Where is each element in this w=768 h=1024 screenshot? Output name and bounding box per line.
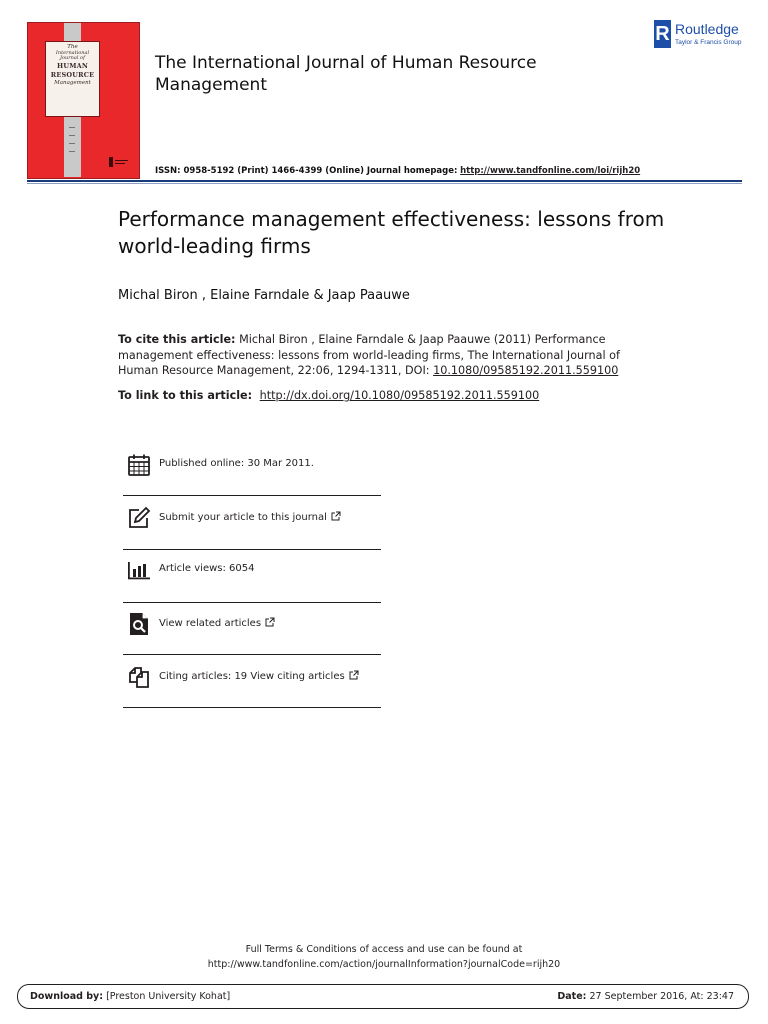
cite-doi-link[interactable]: 10.1080/09585192.2011.559100 — [433, 364, 619, 377]
submit-article-label: Submit your article to this journal — [159, 512, 327, 523]
calendar-icon — [127, 453, 151, 477]
related-articles-label: View related articles — [159, 618, 262, 629]
related-articles-link[interactable] — [123, 604, 381, 644]
info-divider — [123, 495, 381, 496]
publisher-name: Routledge — [675, 21, 739, 37]
routledge-r-icon: R — [654, 20, 671, 48]
issn-label: ISSN: 0958-5192 (Print) 1466-4399 (Online) Journal homepage: — [155, 166, 458, 176]
cover-title-line: The — [67, 44, 78, 50]
download-date — [557, 991, 734, 1002]
external-link-icon — [265, 617, 275, 630]
cover-mark — [69, 143, 75, 144]
external-link-icon — [331, 511, 341, 524]
info-divider — [123, 654, 381, 655]
cover-title-line: RESOURCE — [50, 71, 95, 80]
terms-notice — [0, 942, 768, 972]
cover-mark — [69, 127, 75, 128]
cover-title-line: Management — [54, 79, 91, 86]
cover-publisher-logo — [109, 157, 129, 167]
external-link-icon — [349, 670, 359, 683]
journal-cover-image — [27, 22, 140, 179]
article-link-row — [118, 389, 539, 402]
published-date: Published online: 30 Mar 2011. — [159, 458, 314, 469]
search-document-icon — [127, 612, 151, 636]
citing-articles-label: Citing articles: 19 View citing articles — [159, 671, 345, 682]
terms-line: Full Terms & Conditions of access and use can be found at — [245, 944, 523, 955]
cover-mark — [69, 151, 75, 152]
submit-article-text — [159, 511, 341, 524]
published-row — [123, 445, 381, 485]
link-label: To link to this article: — [118, 389, 253, 402]
cover-title-box — [45, 41, 100, 117]
article-doi-link[interactable]: http://dx.doi.org/10.1080/09585192.2011.559100 — [259, 389, 540, 402]
citing-articles-text — [159, 670, 359, 683]
journal-title: The International Journal of Human Resource Management — [155, 53, 537, 95]
download-by-label: Download by: — [30, 991, 104, 1002]
submit-article-link[interactable] — [123, 498, 381, 538]
bar-chart-icon — [127, 558, 151, 582]
cite-text: Michal Biron , Elaine Farndale & Jaap Paauwe (2011) Performance management effectiveness: lessons from world-leading firms, The International Journal of Human Resource Management, 22:06, 1294-1311, DOI: — [118, 333, 620, 377]
download-date-value: 27 September 2016, At: 23:47 — [589, 991, 734, 1002]
citing-documents-icon — [127, 665, 151, 689]
article-authors: Michal Biron , Elaine Farndale & Jaap Paauwe — [118, 288, 410, 303]
terms-url[interactable]: http://www.tandfonline.com/action/journalInformation?journalCode=rijh20 — [207, 959, 561, 970]
related-articles-text — [159, 617, 275, 630]
article-views-row — [123, 550, 381, 590]
publisher-subtitle: Taylor & Francis Group — [675, 39, 742, 46]
citing-articles-link[interactable] — [123, 657, 381, 697]
download-info-bar — [17, 984, 749, 1009]
cover-title-line: HUMAN — [57, 62, 88, 71]
download-by — [30, 991, 230, 1002]
journal-homepage-link[interactable]: http://www.tandfonline.com/loi/rijh20 — [460, 166, 641, 176]
cover-title-line: Journal of — [60, 55, 85, 62]
info-divider — [123, 707, 381, 708]
edit-pencil-icon — [127, 506, 151, 530]
cover-title-line: International — [55, 49, 90, 56]
issn-line — [155, 166, 640, 176]
header-divider — [27, 180, 742, 182]
cite-label: To cite this article: — [118, 333, 236, 346]
download-by-value: [Preston University Kohat] — [106, 991, 231, 1002]
info-divider — [123, 602, 381, 603]
download-date-label: Date: — [557, 991, 587, 1002]
cover-mark — [69, 135, 75, 136]
header-divider — [27, 183, 742, 184]
article-views-count: Article views: 6054 — [159, 563, 255, 574]
article-title: Performance management effectiveness: lessons from world-leading firms — [118, 207, 665, 258]
citation-block — [118, 332, 638, 379]
